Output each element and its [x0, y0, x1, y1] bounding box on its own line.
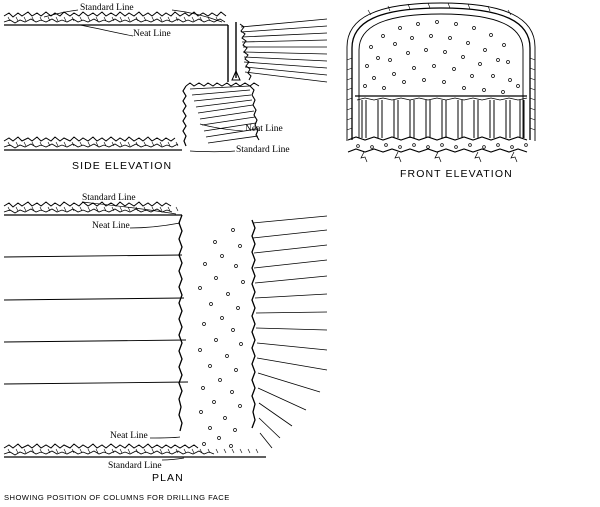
side-label-neat-line-bottom: Neat Line	[245, 124, 283, 134]
plan-label-neat-line-bottom: Neat Line	[110, 431, 148, 441]
side-elevation-caption: SIDE ELEVATION	[72, 160, 173, 172]
side-elevation-figure	[0, 0, 330, 172]
front-elevation-figure	[338, 0, 578, 190]
side-label-neat-line-top: Neat Line	[133, 29, 171, 39]
front-elevation-caption: FRONT ELEVATION	[400, 168, 513, 180]
plan-caption: PLAN	[152, 472, 184, 484]
front-elevation-drawing	[338, 0, 578, 175]
side-label-standard-line-top: Standard Line	[80, 3, 134, 13]
plan-drawing	[0, 190, 330, 472]
plan-figure	[0, 190, 330, 490]
plan-label-neat-line-top: Neat Line	[92, 221, 130, 231]
side-elevation-drawing	[0, 0, 330, 160]
plan-label-standard-line-bottom: Standard Line	[108, 461, 162, 471]
overall-caption: SHOWING POSITION OF COLUMNS FOR DRILLING FACE	[4, 493, 230, 502]
plan-label-standard-line-top: Standard Line	[82, 193, 136, 203]
side-label-standard-line-bottom: Standard Line	[236, 145, 290, 155]
